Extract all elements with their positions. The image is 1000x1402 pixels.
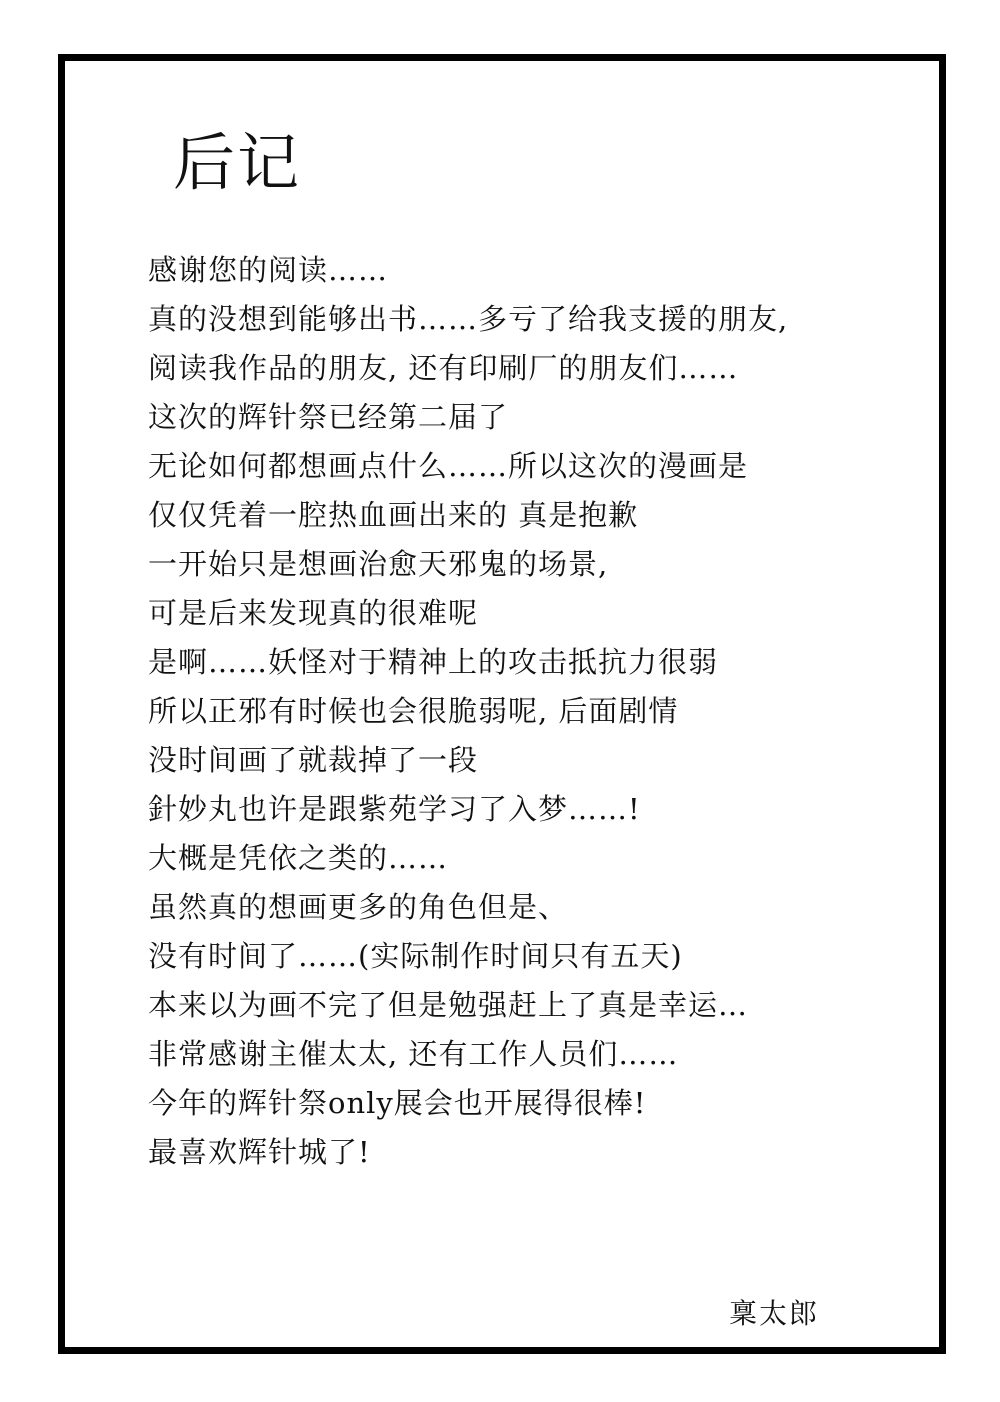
text-line: 真的没想到能够出书……多亏了给我支援的朋友, <box>148 302 789 336</box>
text-line: 本来以为画不完了但是勉强赶上了真是幸运… <box>148 988 749 1022</box>
text-line: 这次的辉针祭已经第二届了 <box>148 400 509 434</box>
text-line: 仅仅凭着一腔热血画出来的 真是抱歉 <box>148 498 639 532</box>
text-line: 是啊……妖怪对于精神上的攻击抵抗力很弱 <box>148 645 719 679</box>
text-line: 无论如何都想画点什么……所以这次的漫画是 <box>148 449 749 483</box>
text-line: 一开始只是想画治愈天邪鬼的场景, <box>148 547 609 581</box>
text-line: 没有时间了……(实际制作时间只有五天) <box>148 939 683 973</box>
page-frame <box>58 54 946 1354</box>
text-line: 所以正邪有时候也会很脆弱呢, 后面剧情 <box>148 694 679 728</box>
text-line: 大概是凭依之类的…… <box>148 841 449 875</box>
page-title: 后记 <box>173 126 302 199</box>
text-line: 非常感谢主催太太, 还有工作人员们…… <box>148 1037 679 1071</box>
text-line: 没时间画了就裁掉了一段 <box>148 743 479 777</box>
text-line: 感谢您的阅读…… <box>148 253 389 287</box>
text-line: 阅读我作品的朋友, 还有印刷厂的朋友们…… <box>148 351 739 385</box>
text-line: 今年的辉针祭only展会也开展得很棒! <box>148 1086 647 1120</box>
text-line: 可是后来发现真的很难呢 <box>148 596 479 630</box>
afterword-text <box>148 246 928 1177</box>
text-line: 針妙丸也许是跟紫苑学习了入梦……! <box>148 792 641 826</box>
text-line: 最喜欢辉针城了! <box>148 1135 371 1169</box>
text-line: 虽然真的想画更多的角色但是、 <box>148 890 569 924</box>
author-signature: 稟太郎 <box>729 1297 820 1330</box>
